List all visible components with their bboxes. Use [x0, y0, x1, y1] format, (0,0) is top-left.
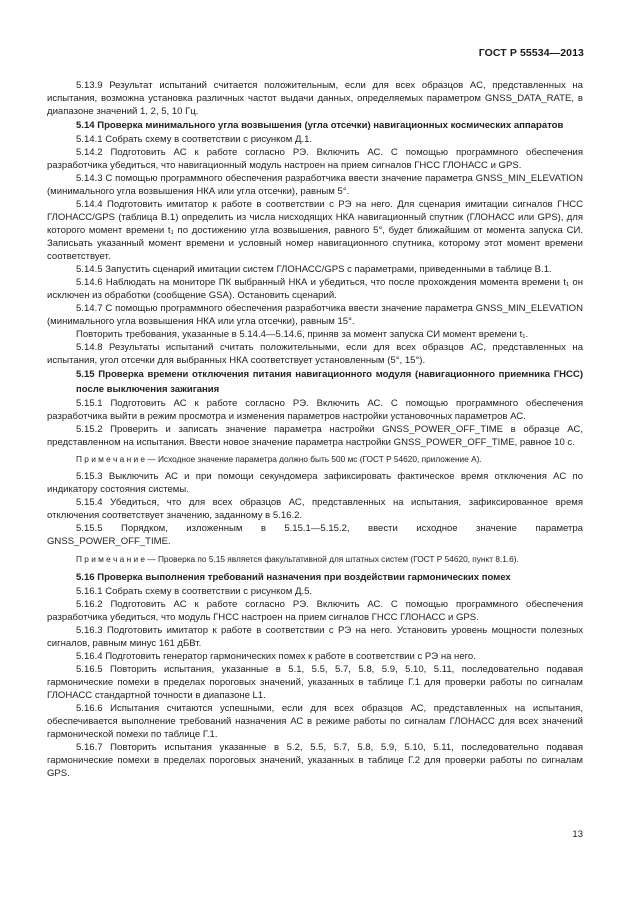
- document-body: [47, 79, 583, 780]
- page-number: 13: [572, 829, 583, 840]
- paragraph-5-15-5: 5.15.5 Порядком, изложенным в 5.15.1—5.15.2, ввести исходное значение параметра GNSS_POWER_OFF_TIME.: [47, 523, 583, 548]
- paragraph-repeat-requirements: Повторить требования, указанные в 5.14.4—5.14.6, приняв за момент запуска СИ момент времени t₁.: [76, 329, 529, 341]
- paragraph-5-16-3: 5.16.3 Подготовить имитатор к работе в соответствии с РЭ на него. Установить уровень мощности полезных сигналов, равным минус 161 дБВт.: [47, 624, 583, 649]
- paragraph-5-16-6: 5.16.6 Испытания считаются успешными, если для всех образцов АС, представленных на испытания, обеспечивается выполнение требований назначения АС в режиме работы по сигналам ГЛОНАСС для всех значений гармонической помехи по таблице Г.1.: [47, 702, 583, 740]
- paragraph-5-15-2: 5.15.2 Проверить и записать значение параметра настройки GNSS_POWER_OFF_TIME в образце АС, представленном на испытания. Ввести новое значение параметра настройки GNSS_POWER_OFF_TIME, равное 10 с.: [47, 424, 583, 449]
- note-text: Исходное значение параметра должно быть 500 мс (ГОСТ Р 54620, приложение А).: [157, 454, 482, 465]
- paragraph-5-16-4: 5.16.4 Подготовить генератор гармонических помех к работе в соответствии с РЭ на него.: [76, 650, 476, 662]
- note-initial-value: [47, 453, 583, 466]
- paragraph-5-15-1: 5.15.1 Подготовить АС к работе согласно РЭ. Включить АС. С помощью программного обеспечения разработчика выйти в режим просмотра и изменения параметров настройки установочных параметров АС.: [47, 398, 583, 423]
- section-heading-5-15: 5.15 Проверка времени отключения питания навигационного модуля (навигационного приемника ГНСС) после выключения зажигания: [76, 369, 583, 396]
- paragraph-5-16-7: 5.16.7 Повторить испытания указанные в 5.2, 5.5, 5.7, 5.8, 5.9, 5.10, 5.11, последовательно подавая гармонические помехи в пределах пороговых значений, указанных в таблице Г.2 для проверки работы по сигналам GPS.: [47, 741, 583, 779]
- paragraph-5-14-6: 5.14.6 Наблюдать на мониторе ПК выбранный НКА и убедиться, что после прохождения момента времени t₁ он исключен из обработки (сообщение GSA). Остановить сценарий.: [47, 277, 583, 302]
- paragraph-5-16-5: 5.16.5 Повторить испытания, указанные в 5.1, 5.5, 5.7, 5.8, 5.9, 5.10, 5.11, последовательно подавая гармонические помехи в пределах пороговых значений, указанных в таблице Г.1 для проверки работы по сигналам ГЛОНАСС стандартной точности в диапазоне L1.: [47, 663, 583, 701]
- paragraph-5-14-7: 5.14.7 С помощью программного обеспечения разработчика ввести значение параметра GNSS_MIN_ELEVATION (минимального угла возвышения НКА или угла отсечки), равным 15°.: [47, 303, 583, 328]
- paragraph-5-14-5: 5.14.5 Запустить сценарий имитации систем ГЛОНАСС/GPS с параметрами, приведенными в таблице В.1.: [76, 264, 552, 276]
- paragraph-5-16-1: 5.16.1 Собрать схему в соответствии с рисунком Д.5.: [76, 585, 313, 597]
- note-text: Проверка по 5.15 является факультативной для штатных систем (ГОСТ Р 54620, пункт 8.1.6).: [157, 553, 519, 564]
- paragraph-5-15-3: 5.15.3 Выключить АС и при помощи секундомера зафиксировать фактическое время отключения АС по индикатору состояния системы.: [47, 471, 583, 496]
- paragraph-5-15-4: 5.15.4 Убедиться, что для всех образцов АС, представленных на испытания, зафиксированное время отключения соответствует значению, заданному в 5.16.2.: [47, 497, 583, 522]
- paragraph-5-14-4: 5.14.4 Подготовить имитатор к работе в соответствии с РЭ на него. Для сценария имитации сигналов ГНСС ГЛОНАСС/GPS (таблица В.1) определить из числа нисходящих НКА навигационный спутник (ГЛОНАСС или GPS), для которого момент времени t₁ по достижению угла возвышения, равного 5°, будет ближайшим от момента запуска СИ. Запись​ать указанный момент времени и условный номер навигационного спутника, которому этот момент времени соответствует.: [47, 199, 583, 263]
- section-heading-5-14: 5.14 Проверка минимального угла возвышения (угла отсечки) навигационных космических аппаратов: [76, 120, 564, 132]
- paragraph-5-13-9: 5.13.9 Результат испытаний считается положительным, если для всех образцов АС, представленных на испытания, возможна установка различных частот выдачи данных, определяемых параметром GNSS_DATA_RATE, в диапазоне значений 1, 2, 5, 10 Гц.: [47, 80, 583, 118]
- standard-header: ГОСТ Р 55534—2013: [478, 47, 584, 59]
- note-optional-check: [47, 553, 583, 566]
- paragraph-5-14-8: 5.14.8 Результаты испытаний считать положительными, если для всех образцов АС, представленных на испытания, угол отсечки для выбранных НКА соответствует установленным (5°, 15°).: [47, 342, 583, 367]
- paragraph-5-14-2: 5.14.2 Подготовить АС к работе согласно РЭ. Включить АС. С помощью программного обеспечения разработчика убедиться, что навигационный модуль настроен на прием сигналов ГНСС ГЛОНАСС и GPS.: [47, 147, 583, 172]
- note-label: П р и м е ч а н и е —: [76, 454, 156, 465]
- section-heading-5-16: 5.16 Проверка выполнения требований назначения при воздействии гармонических помех: [76, 571, 511, 583]
- paragraph-5-16-2: 5.16.2 Подготовить АС к работе согласно РЭ. Включить АС. С помощью программного обеспечения разработчика убедиться, что модуль ГНСС настроен на прием сигналов ГНСС ГЛОНАСС и GPS.: [47, 598, 583, 623]
- paragraph-5-14-3: 5.14.3 С помощью программного обеспечения разработчика ввести значение параметра GNSS_MIN_ELEVATION (минимального угла возвышения НКА или угла отсечки), равным 5°.: [47, 173, 583, 198]
- paragraph-5-14-1: 5.14.1 Собрать схему в соответствии с рисунком Д.1.: [76, 134, 313, 146]
- note-label: П р и м е ч а н и е —: [76, 553, 156, 564]
